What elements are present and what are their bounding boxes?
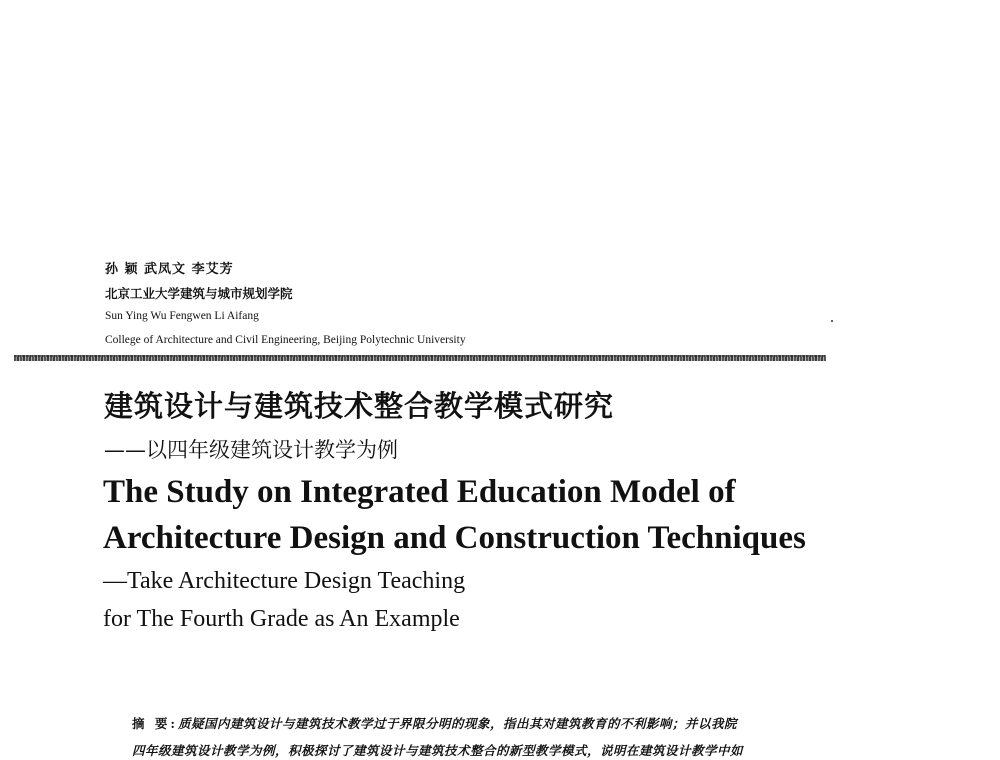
abstract-label: 摘 要:	[132, 716, 178, 731]
title-chinese: 建筑设计与建筑技术整合教学模式研究	[104, 389, 615, 423]
authors-chinese: 孙 颖 武凤文 李艾芳	[105, 262, 234, 277]
title-english-line-2: Architecture Design and Construction Techniques	[103, 520, 806, 556]
affiliation-english: College of Architecture and Civil Engineering, Beijing Polytechnic University	[105, 334, 466, 346]
abstract-text-1: 质疑国内建筑设计与建筑技术教学过于界限分明的现象，指出其对建筑教育的不利影响；并以我院	[177, 716, 737, 731]
subtitle-english-line-2: for The Fourth Grade as An Example	[103, 606, 460, 632]
title-english-line-1: The Study on Integrated Education Model of	[103, 474, 736, 510]
authors-english: Sun Ying Wu Fengwen Li Aifang	[105, 310, 259, 322]
affiliation-chinese: 北京工业大学建筑与城市规划学院	[105, 286, 293, 301]
subtitle-chinese: ——以四年级建筑设计教学为例	[104, 438, 398, 462]
header-divider-rule	[14, 355, 826, 361]
abstract-line-1	[132, 714, 737, 732]
print-speck	[831, 320, 833, 322]
subtitle-english-line-1: —Take Architecture Design Teaching	[103, 568, 466, 594]
abstract-line-2: 四年级建筑设计教学为例，积极探讨了建筑设计与建筑技术整合的新型教学模式，说明在建筑设计教学中如	[132, 743, 744, 758]
